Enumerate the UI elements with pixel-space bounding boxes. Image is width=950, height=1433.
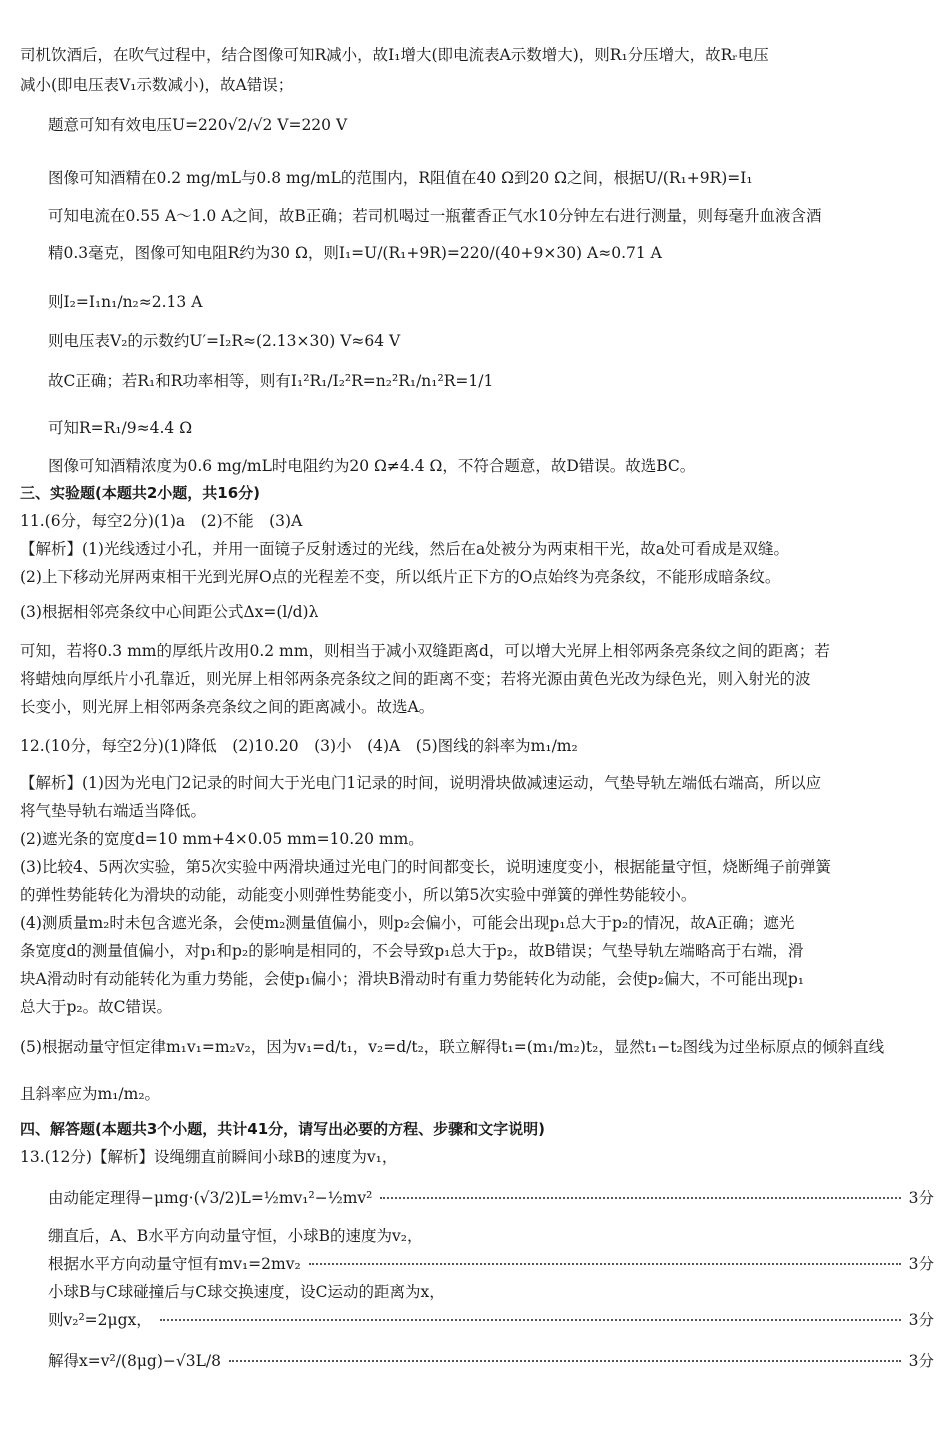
text-line: 且斜率应为m₁/m₂。 xyxy=(20,1085,161,1103)
text-line: 司机饮酒后，在吹气过程中，结合图像可知R减小，故I₁增大(即电流表A示数增大)，则R₁分压增大，故Rᵣ电压 xyxy=(20,46,769,64)
text-line: (5)根据动量守恒定律m₁v₁=m₂v₂，因为v₁=d/t₁，v₂=d/t₂，联立解得t₁=(m₁/m₂)t₂，显然t₁−t₂图线为过坐标原点的倾斜直线 xyxy=(20,1038,885,1056)
text-line: 小球B与C球碰撞后与C球交换速度，设C运动的距离为x， xyxy=(48,1283,445,1301)
text-line: 长变小，则光屏上相邻两条亮条纹之间的距离减小。故选A。 xyxy=(20,698,435,716)
step-text: 解得x=v²/(8μg)−√3L/8 xyxy=(48,1352,221,1370)
text-line: 将蜡烛向厚纸片小孔靠近，则光屏上相邻两条亮条纹之间的距离不变；若将光源由黄色光改为绿色光，则入射光的波 xyxy=(20,670,811,688)
text-line: 13.(12分)【解析】设绳绷直前瞬间小球B的速度为v₁， xyxy=(20,1148,398,1166)
text-line: 【解析】(1)光线透过小孔，并用一面镜子反射透过的光线，然后在a处被分为两束相干光，故a处可看成是双缝。 xyxy=(20,540,789,558)
step-score: 3分 xyxy=(908,1352,934,1370)
text-line: (2)上下移动光屏两束相干光到光屏O点的光程差不变，所以纸片正下方的O点始终为亮条纹，不能形成暗条纹。 xyxy=(20,568,781,586)
step-score: 3分 xyxy=(908,1255,934,1273)
text-line: 【解析】(1)因为光电门2记录的时间大于光电门1记录的时间，说明滑块做减速运动，气垫导轨左端低右端高，所以应 xyxy=(20,774,822,792)
step-text: 则v₂²=2μgx， xyxy=(48,1311,152,1329)
text-line: 题意可知有效电压U=220√2/√2 V=220 V xyxy=(48,116,348,134)
text-line: 则I₂=I₁n₁/n₂≈2.13 A xyxy=(48,293,203,311)
dot-leader xyxy=(380,1197,900,1199)
text-line: 12.(10分，每空2分)(1)降低 (2)10.20 (3)小 (4)A (5)图线的斜率为m₁/m₂ xyxy=(20,737,578,755)
scored-step xyxy=(48,1350,934,1372)
scored-step xyxy=(48,1187,934,1209)
scored-step xyxy=(48,1253,934,1275)
dot-leader xyxy=(160,1319,901,1321)
text-line: 减小(即电压表V₁示数减小)，故A错误； xyxy=(20,76,294,94)
text-line: 精0.3毫克，图像可知电阻R约为30 Ω，则I₁=U/(R₁+9R)=220/(40+9×30) A≈0.71 A xyxy=(48,244,662,262)
dot-leader xyxy=(309,1263,901,1265)
text-line: 可知R=R₁/9≈4.4 Ω xyxy=(48,419,193,437)
step-text: 根据水平方向动量守恒有mv₁=2mv₂ xyxy=(48,1255,301,1273)
text-line: 11.(6分，每空2分)(1)a (2)不能 (3)A xyxy=(20,512,303,530)
text-line: 绷直后，A、B水平方向动量守恒，小球B的速度为v₂， xyxy=(48,1227,423,1245)
section-heading: 四、解答题(本题共3个小题，共计41分，请写出必要的方程、步骤和文字说明) xyxy=(20,1120,546,1138)
text-line: 可知，若将0.3 mm的厚纸片改用0.2 mm，则相当于减小双缝距离d，可以增大光屏上相邻两条亮条纹之间的距离；若 xyxy=(20,642,830,660)
text-line: 可知电流在0.55 A～1.0 A之间，故B正确；若司机喝过一瓶藿香正气水10分钟左右进行测量，则每毫升血液含酒 xyxy=(48,207,822,225)
step-text: 由动能定理得−μmg·(√3/2)L=½mv₁²−½mv² xyxy=(48,1189,373,1207)
text-line: 图像可知酒精在0.2 mg/mL与0.8 mg/mL的范围内，R阻值在40 Ω到20 Ω之间，根据U/(R₁+9R)=I₁ xyxy=(48,169,753,187)
text-line: 条宽度d的测量值偏小，对p₁和p₂的影响是相同的，不会导致p₁总大于p₂，故B错误；气垫导轨左端略高于右端，滑 xyxy=(20,942,804,960)
text-line: (4)测质量m₂时未包含遮光条，会使m₂测量值偏小，则p₂会偏小，可能会出现p₁总大于p₂的情况，故A正确；遮光 xyxy=(20,914,795,932)
text-line: (3)根据相邻亮条纹中心间距公式Δx=(l/d)λ xyxy=(20,603,319,621)
text-line: 的弹性势能转化为滑块的动能，动能变小则弹性势能变小，所以第5次实验中弹簧的弹性势能较小。 xyxy=(20,886,697,904)
text-line: 块A滑动时有动能转化为重力势能，会使p₁偏小；滑块B滑动时有重力势能转化为动能，会使p₂偏大，不可能出现p₁ xyxy=(20,970,804,988)
text-line: (2)遮光条的宽度d=10 mm+4×0.05 mm=10.20 mm。 xyxy=(20,830,424,848)
text-line: 则电压表V₂的示数约U′=I₂R≈(2.13×30) V≈64 V xyxy=(48,332,401,350)
scored-step xyxy=(48,1309,934,1331)
text-line: 图像可知酒精浓度为0.6 mg/mL时电阻约为20 Ω≠4.4 Ω，不符合题意，故D错误。故选BC。 xyxy=(48,457,696,475)
dot-leader xyxy=(229,1360,901,1362)
step-score: 3分 xyxy=(908,1311,934,1329)
section-heading: 三、实验题(本题共2小题，共16分) xyxy=(20,484,261,502)
text-line: 总大于p₂。故C错误。 xyxy=(20,998,172,1016)
text-line: (3)比较4、5两次实验，第5次实验中两滑块通过光电门的时间都变长，说明速度变小，根据能量守恒，烧断绳子前弹簧 xyxy=(20,858,832,876)
text-line: 将气垫导轨右端适当降低。 xyxy=(20,802,207,820)
text-line: 故C正确；若R₁和R功率相等，则有I₁²R₁/I₂²R=n₂²R₁/n₁²R=1/1 xyxy=(48,372,494,390)
step-score: 3分 xyxy=(908,1189,934,1207)
